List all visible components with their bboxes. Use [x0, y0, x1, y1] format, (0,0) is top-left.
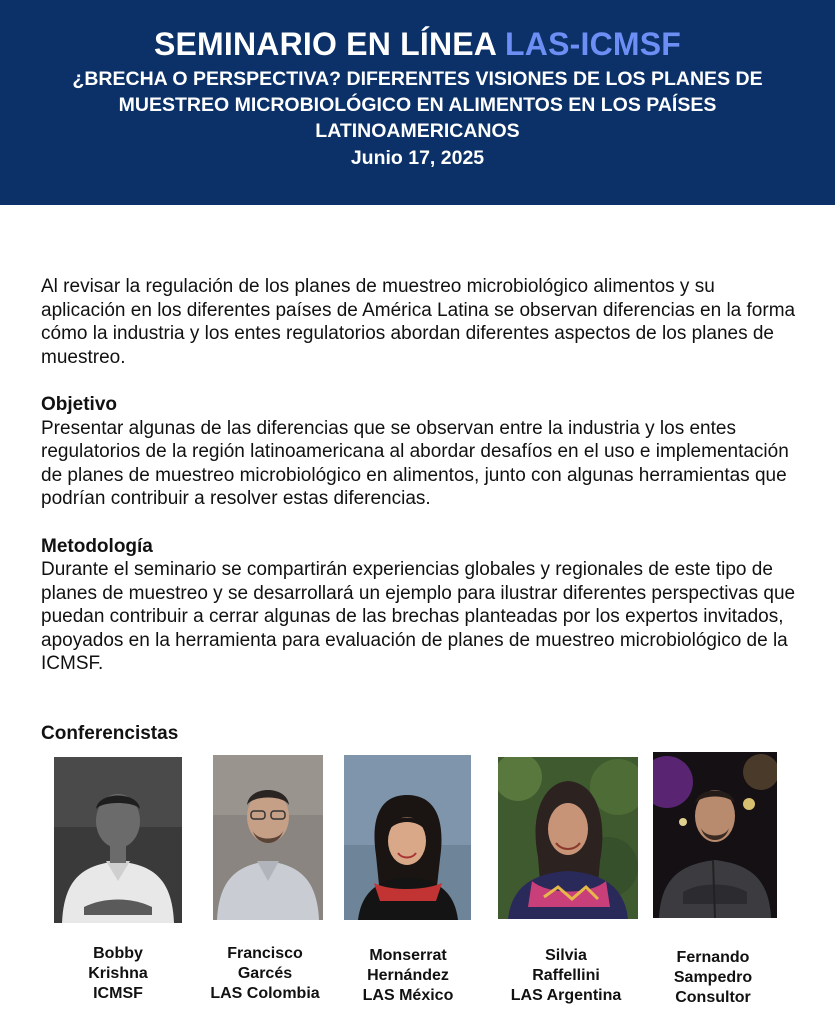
speaker-first-name: Monserrat	[369, 947, 447, 964]
methodology-paragraph: Durante el seminario se compartirán experiencias globales y regionales de este tipo de planes de muestreo y se desarrollará un ejemplo para ilustrar diferentes perspectivas que puedan contribuir a cerrar algunas de las brechas planteadas por los expertos invitados, apoyados en la herramienta para evaluación de planes de muestreo microbiológico de la ICMSF.	[41, 559, 796, 674]
seminar-date: Junio 17, 2025	[350, 147, 485, 169]
speaker-affiliation: ICMSF	[93, 985, 143, 1002]
speaker-affiliation: Consultor	[675, 989, 751, 1006]
speaker-photo-1	[54, 757, 182, 923]
speaker-affiliation: LAS Colombia	[210, 985, 320, 1002]
speaker-card-3	[328, 946, 488, 1006]
speaker-last-name: Krishna	[88, 965, 148, 982]
seminar-subtitle: ¿BRECHA O PERSPECTIVA? DIFERENTES VISIONES DE LOS PLANES DE MUESTREO MICROBIOLÓGICO EN ALIMENTOS EN LOS PAÍSES LATINOAMERICANOS	[72, 68, 763, 142]
speaker-card-4	[486, 946, 646, 1006]
seminar-title-main: SEMINARIO EN LÍNEA	[153, 26, 506, 62]
speaker-last-name: Sampedro	[673, 969, 753, 986]
seminar-title-accent: LAS-ICMSF	[505, 26, 682, 62]
speaker-card-2	[185, 944, 345, 1004]
intro-paragraph: Al revisar la regulación de los planes de muestreo microbiológico alimentos y su aplicación en los diferentes países de América Latina se observan diferencias en la forma cómo la industria y los entes regulatorios abordan diferentes aspectos de los planes de muestreo.	[41, 276, 796, 368]
speaker-card-1	[38, 944, 198, 1004]
speaker-photo-4	[498, 757, 638, 919]
speaker-affiliation: LAS Argentina	[510, 987, 622, 1004]
speaker-first-name: Fernando	[676, 949, 750, 966]
methodology-heading: Metodología	[41, 535, 153, 557]
speaker-affiliation: LAS México	[362, 987, 454, 1004]
objective-paragraph: Presentar algunas de las diferencias que se observan entre la industria y los entes regulatorios de la región latinoamericana al abordar desafíos en el uso e implementación de planes de muestreo microbiológico en alimentos, junto con algunas herramientas que podrían contribuir a resolver estas diferencias.	[41, 417, 789, 509]
speakers-heading: Conferencistas	[41, 723, 179, 744]
speaker-last-name: Garcés	[237, 965, 293, 982]
speaker-last-name: Hernández	[367, 967, 449, 984]
objective-heading: Objetivo	[41, 394, 118, 415]
speaker-card-5	[633, 948, 793, 1008]
speaker-first-name: Francisco	[227, 945, 303, 962]
speaker-photo-3	[344, 755, 471, 920]
speaker-last-name: Raffellini	[532, 967, 600, 984]
seminar-title	[0, 26, 835, 63]
speaker-first-name: Bobby	[93, 945, 143, 962]
body-content	[41, 275, 801, 676]
speaker-photo-5	[653, 752, 777, 918]
header-banner	[0, 0, 835, 205]
speaker-photo-2	[213, 755, 323, 920]
speaker-first-name: Silvia	[545, 947, 587, 964]
